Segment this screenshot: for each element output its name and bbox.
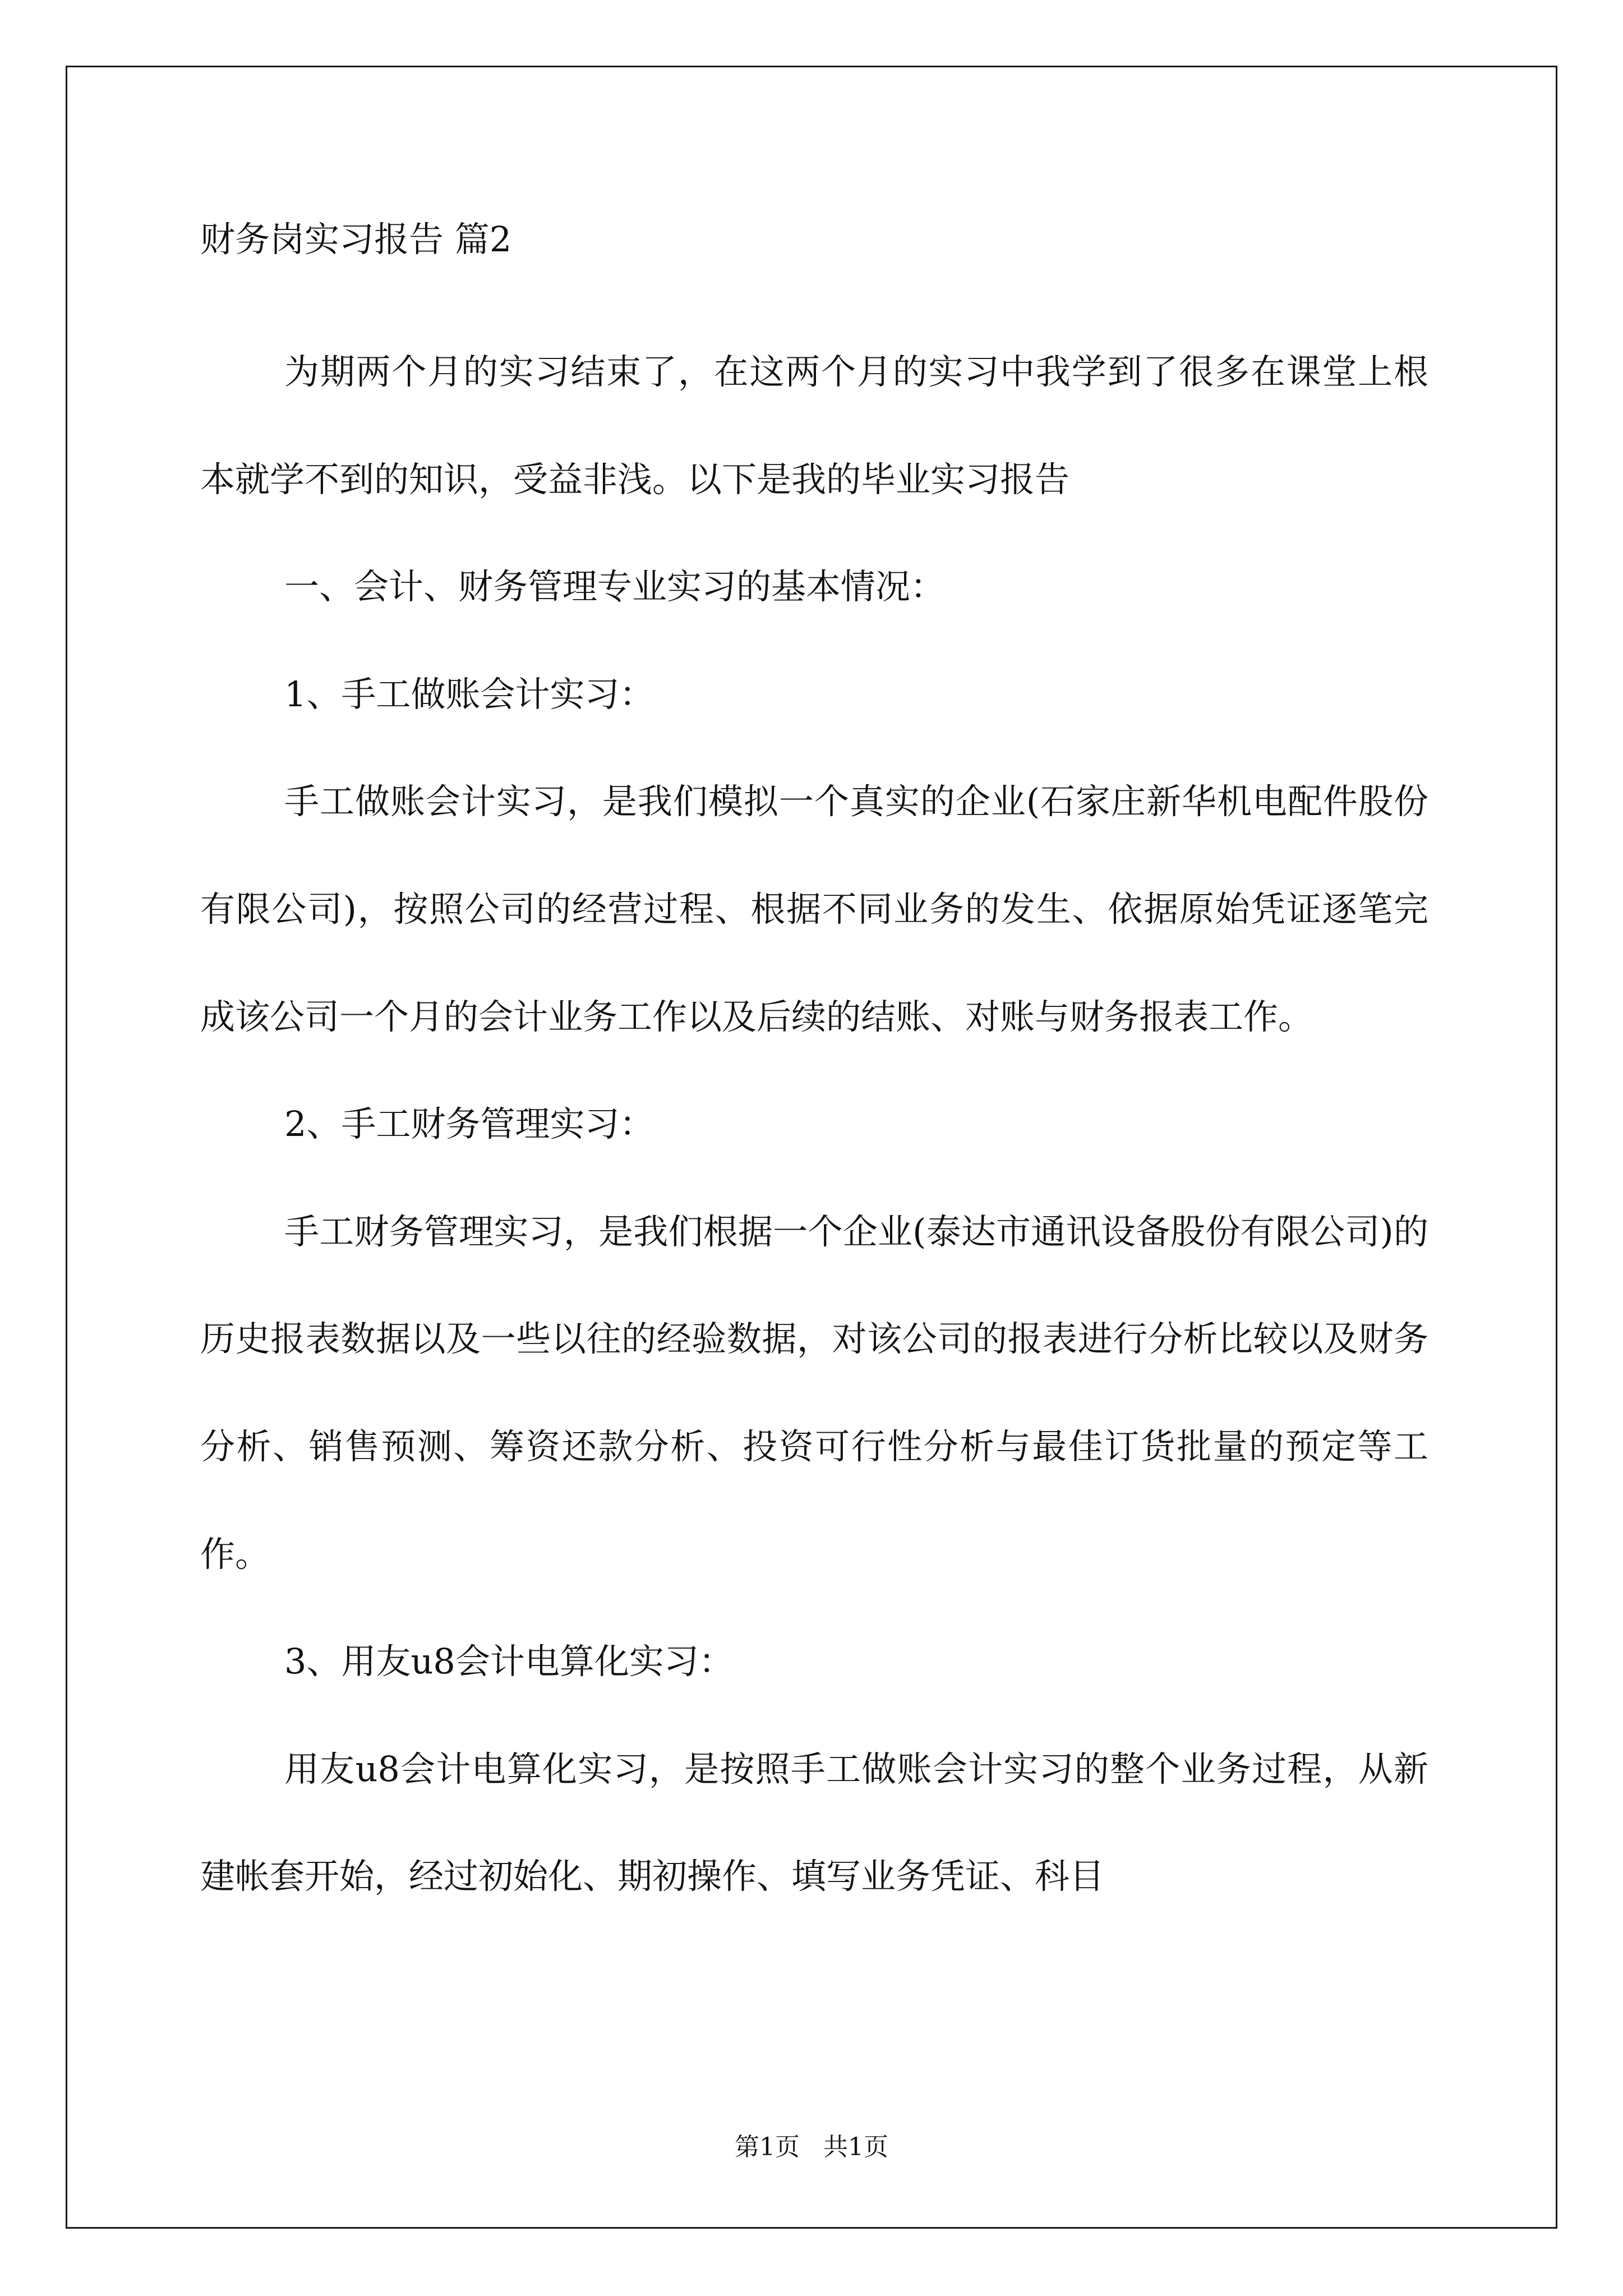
subsection-heading-1: 1、手工做账会计实习：: [284, 673, 654, 715]
section-heading: 一、会计、财务管理专业实习的基本情况：: [284, 566, 946, 608]
paragraph-financial-management: 手工财务管理实习，是我们根据一个企业(泰达市通讯设备股份有限公司)的历史报表数据以及一些以往的经验数据，对该公司的报表进行分析比较以及财务分析、销售预测、筹资还款分析、投资可行性分析与最佳订货批量的预定等工作。: [200, 1211, 1428, 1575]
document-body: [200, 214, 1428, 1930]
paragraph-manual-accounting: 手工做账会计实习，是我们模拟一个真实的企业(石家庄新华机电配件股份有限公司)，按照公司的经营过程、根据不同业务的发生、依据原始凭证逐笔完成该公司一个月的会计业务工作以及后续的结账、对账与财务报表工作。: [200, 781, 1428, 1037]
page-footer: 第1页 共1页: [735, 2133, 888, 2161]
subsection-heading-3: 3、用友u8会计电算化实习：: [284, 1641, 734, 1682]
subsection-heading-2: 2、手工财务管理实习：: [284, 1103, 654, 1145]
paragraph-u8-accounting: 用友u8会计电算化实习，是按照手工做账会计实习的整个业务过程，从新建帐套开始，经过初始化、期初操作、填写业务凭证、科目: [200, 1748, 1428, 1897]
title-spacer: [200, 265, 1428, 318]
document-title: 财务岗实习报告 篇2: [200, 219, 512, 260]
paragraph-intro: 为期两个月的实习结束了，在这两个月的实习中我学到了很多在课堂上根本就学不到的知识，受益非浅。以下是我的毕业实习报告: [200, 351, 1428, 500]
